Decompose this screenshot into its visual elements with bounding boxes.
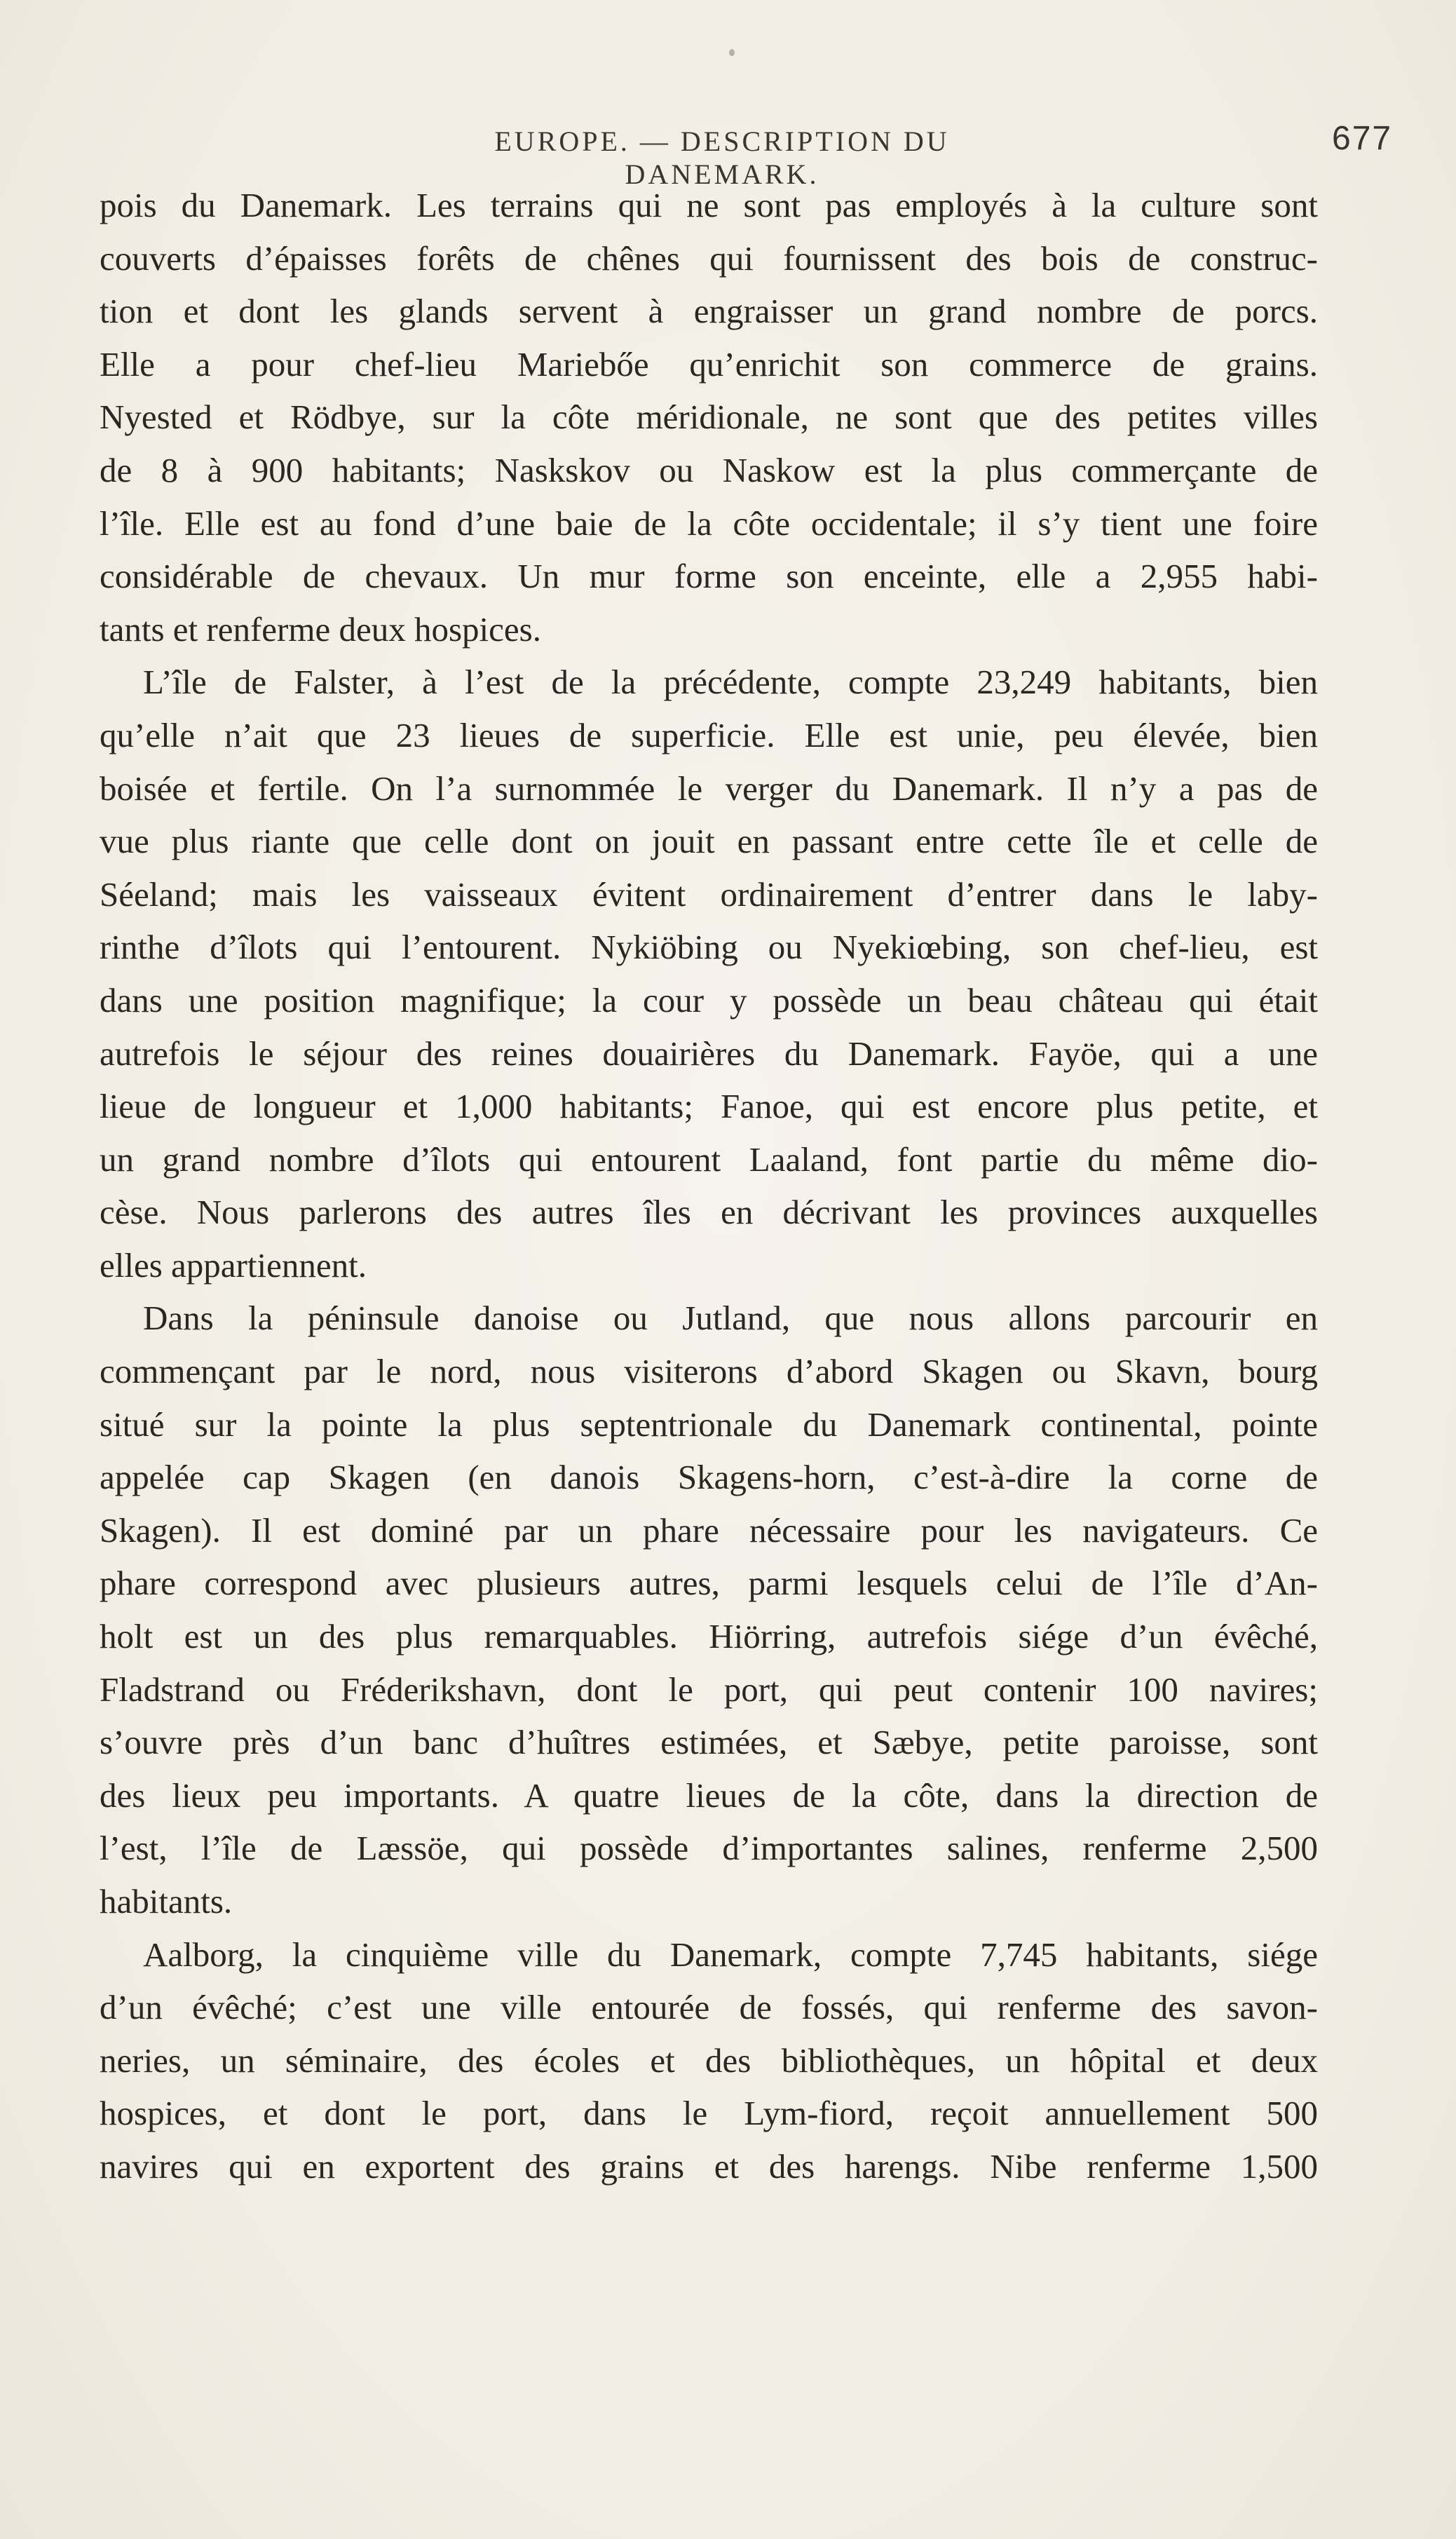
text-line: des lieux peu importants. A quatre lieues de la côte, dans la direction de bbox=[100, 1775, 1318, 1815]
text-line: lieue de longueur et 1,000 habitants; Fanoe, qui est encore plus petite, et bbox=[100, 1087, 1318, 1126]
text-line: s’ouvre près d’un banc d’huîtres estimées, et Sæbye, petite paroisse, sont bbox=[100, 1723, 1318, 1762]
text-line: l’île. Elle est au fond d’une baie de la côte occidentale; il s’y tient une foire bbox=[100, 503, 1318, 543]
text-line: holt est un des plus remarquables. Hiörring, autrefois siége d’un évêché, bbox=[100, 1617, 1318, 1656]
text-line: couverts d’épaisses forêts de chênes qui fournissent des bois de construc- bbox=[100, 238, 1318, 278]
text-line: navires qui en exportent des grains et des harengs. Nibe renferme 1,500 bbox=[100, 2146, 1318, 2186]
text-line: elles appartiennent. bbox=[100, 1245, 367, 1285]
text-line: dans une position magnifique; la cour y possède un beau château qui était bbox=[100, 980, 1318, 1020]
text-line: qu’elle n’ait que 23 lieues de superficie. Elle est unie, peu élevée, bien bbox=[100, 715, 1318, 754]
text-line: l’est, l’île de Læssöe, qui possède d’importantes salines, renferme 2,500 bbox=[100, 1829, 1318, 1868]
page-number: 677 bbox=[1332, 120, 1393, 157]
text-line: d’un évêché; c’est une ville entourée de fossés, qui renferme des savon- bbox=[100, 1988, 1318, 2027]
text-line: situé sur la pointe la plus septentrionale du Danemark continental, pointe bbox=[100, 1404, 1318, 1444]
text-line: un grand nombre d’îlots qui entourent Laaland, font partie du même dio- bbox=[100, 1139, 1318, 1179]
text-line: Séeland; mais les vaisseaux évitent ordinairement d’entrer dans le laby- bbox=[100, 874, 1318, 914]
text-line: commençant par le nord, nous visiterons d’abord Skagen ou Skavn, bourg bbox=[100, 1352, 1318, 1391]
text-line: phare correspond avec plusieurs autres, parmi lesquels celui de l’île d’An- bbox=[100, 1564, 1318, 1603]
running-head: EUROPE. — DESCRIPTION DU DANEMARK. bbox=[494, 126, 950, 190]
text-line: Dans la péninsule danoise ou Jutland, que nous allons parcourir en bbox=[143, 1299, 1318, 1338]
text-line: Skagen). Il est dominé par un phare nécessaire pour les navigateurs. Ce bbox=[100, 1510, 1318, 1550]
body-text bbox=[100, 179, 1318, 2193]
text-line: vue plus riante que celle dont on jouit en passant entre cette île et celle de bbox=[100, 822, 1318, 861]
text-line: appelée cap Skagen (en danois Skagens-horn, c’est-à-dire la corne de bbox=[100, 1458, 1318, 1497]
text-line: neries, un séminaire, des écoles et des bibliothèques, un hôpital et deux bbox=[100, 2040, 1318, 2080]
text-line: Fladstrand ou Fréderikshavn, dont le port, qui peut contenir 100 navires; bbox=[100, 1670, 1318, 1709]
text-line: Nyested et Rödbye, sur la côte méridionale, ne sont que des petites villes bbox=[100, 398, 1318, 437]
text-line: rinthe d’îlots qui l’entourent. Nykiöbing ou Nyekiœbing, son chef-lieu, est bbox=[100, 928, 1318, 967]
text-line: pois du Danemark. Les terrains qui ne sont pas employés à la culture sont bbox=[100, 186, 1318, 224]
text-line: considérable de chevaux. Un mur forme son enceinte, elle a 2,955 habi- bbox=[100, 557, 1318, 596]
text-line: de 8 à 900 habitants; Naskskov ou Naskow est la plus commerçante de bbox=[100, 450, 1318, 489]
text-line: Aalborg, la cinquième ville du Danemark, compte 7,745 habitants, siége bbox=[143, 1935, 1318, 1974]
text-line: hospices, et dont le port, dans le Lym-fiord, reçoit annuellement 500 bbox=[100, 2094, 1318, 2133]
text-line: L’île de Falster, à l’est de la précédente, compte 23,249 habitants, bien bbox=[143, 663, 1318, 702]
text-line: cèse. Nous parlerons des autres îles en décrivant les provinces auxquelles bbox=[100, 1193, 1318, 1232]
text-line: habitants. bbox=[100, 1882, 233, 1921]
paper-speck bbox=[729, 49, 735, 56]
page-header bbox=[0, 120, 1456, 190]
text-line: Elle a pour chef-lieu Mariebőe qu’enrichit son commerce de grains. bbox=[100, 344, 1318, 384]
text-line: tants et renferme deux hospices. bbox=[100, 609, 541, 649]
text-line: boisée et fertile. On l’a surnommée le verger du Danemark. Il n’y a pas de bbox=[100, 769, 1318, 808]
text-line: tion et dont les glands servent à engraisser un grand nombre de porcs. bbox=[100, 292, 1318, 331]
text-line: autrefois le séjour des reines douairières du Danemark. Fayöe, qui a une bbox=[100, 1034, 1318, 1073]
